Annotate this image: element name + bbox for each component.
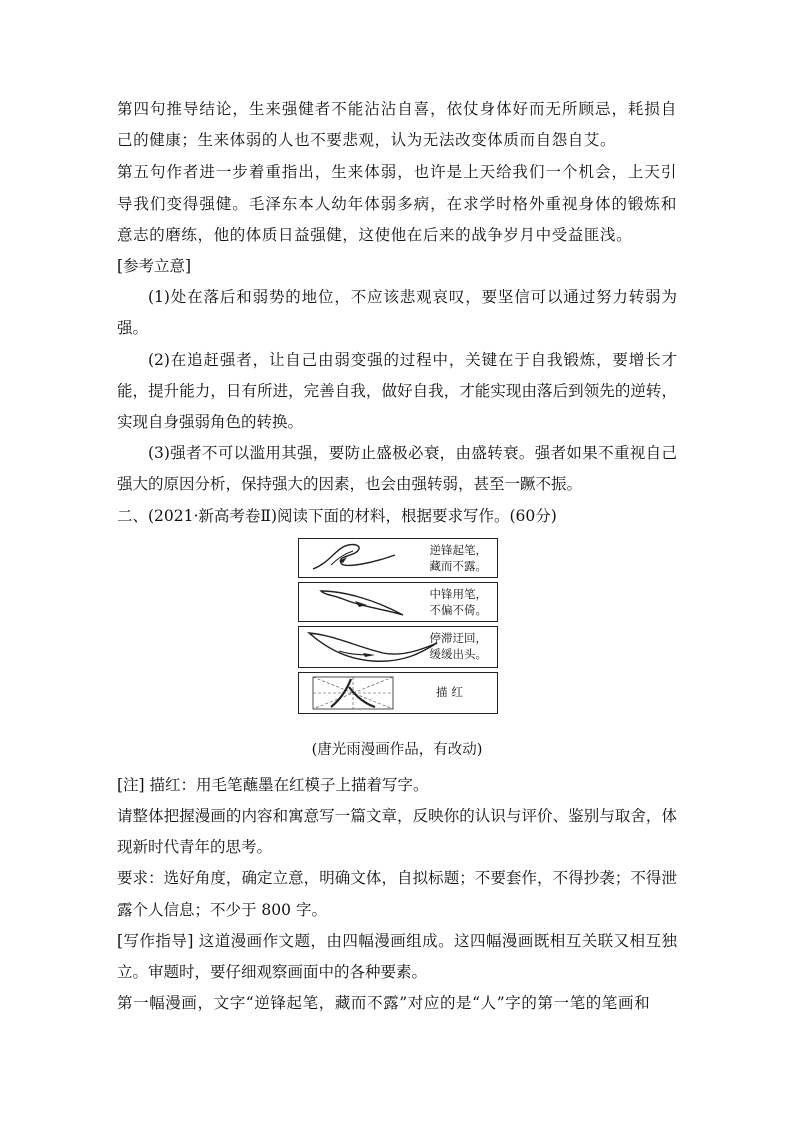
- comic-panel-2-line-2: 不偏不倚。: [429, 602, 487, 617]
- task-paragraph: 请整体把握漫画的内容和寓意写一篇文章，反映你的认识与评价、鉴别与取舍，体现新时代青年的思考。: [117, 807, 677, 857]
- comic-figure: [117, 534, 677, 770]
- comic-panel-3: [298, 626, 498, 668]
- requirement-paragraph: 要求：选好角度，确定立意，明确文体，自拟标题；不要套作，不得抄袭；不得泄露个人信息；不少于 800 字。: [117, 869, 677, 919]
- brush-stroke-center-icon: [303, 585, 413, 619]
- paragraph-comic-1-analysis: 第一幅漫画，文字“逆锋起笔，藏而不露”对应的是“人”字的第一笔的笔画和: [117, 994, 651, 1013]
- comic-panel-3-line-2: 缓缓出头。: [429, 646, 487, 661]
- writing-guide-paragraph: [117, 926, 677, 988]
- comic-panel-1-line-1: 逆锋起笔，: [429, 542, 487, 557]
- brush-stroke-reverse-icon: [303, 541, 403, 575]
- note-text: 描红：用毛笔蘸墨在红模子上描着写字。: [149, 775, 429, 794]
- document-page: [117, 94, 677, 1019]
- writing-guide-text: 这道漫画作文题，由四幅漫画组成。这四幅漫画既相互关联又相互独立。审题时，要仔细观察画面中的各种要素。: [117, 931, 677, 982]
- comic-panel-2: [298, 582, 498, 622]
- comic-panel-1: [298, 538, 498, 578]
- writing-guide-label: [写作指导]: [117, 931, 194, 950]
- comic-panel-2-text: [430, 586, 488, 618]
- comic-panel-3-text: [430, 630, 488, 662]
- reference-point-2: (2)在追赶强者，让自己由弱变强的过程中，关键在于自我锻炼，要增长才能，提升能力，日有所进，完善自我，做好自我，才能实现由落后到领先的逆转，实现自身强弱角色的转换。: [117, 350, 677, 432]
- brush-stroke-pause-icon: [303, 629, 443, 665]
- comic-panel-2-line-1: 中锋用笔，: [429, 586, 487, 601]
- comic-panel-1-line-2: 藏而不露。: [429, 558, 487, 573]
- note-label: [注]: [117, 775, 145, 794]
- note-paragraph: [117, 770, 677, 801]
- comic-panel-4: [298, 672, 498, 714]
- paragraph-analysis-5: 第五句作者进一步着重指出，生来体弱，也许是上天给我们一个机会，上天引导我们变得强健。毛泽东本人幼年体弱多病，在求学时格外重视身体的锻炼和意志的磨练，他的体质日益强健，这使他在后来的战争岁月中受益匪浅。: [117, 163, 677, 244]
- question-two-title: 二、(2021·新高考卷Ⅱ)阅读下面的材料，根据要求写作。(60分): [117, 506, 557, 525]
- tracing-character-icon: [303, 675, 403, 711]
- reference-heading: [参考立意]: [117, 257, 192, 276]
- comic-panel-1-text: [430, 542, 488, 574]
- reference-point-3: (3)强者不可以滥用其强，要防止盛极必衰，由盛转衰。强者如果不重视自己强大的原因分析，保持强大的因素，也会由强转弱，甚至一蹶不振。: [117, 444, 677, 494]
- comic-panel-3-line-1: 停滞迂回，: [429, 630, 487, 645]
- paragraph-analysis-4: 第四句推导结论，生来强健者不能沾沾自喜，依仗身体好而无所顾忌，耗损自己的健康；生来体弱的人也不要悲观，认为无法改变体质而自怨自艾。: [117, 100, 677, 150]
- comic-panel-4-text: 描红: [436, 684, 467, 699]
- reference-point-1: (1)处在落后和弱势的地位，不应该悲观哀叹，要坚信可以通过努力转弱为强。: [117, 288, 677, 338]
- figure-caption: (唐光雨漫画作品，有改动): [311, 741, 483, 758]
